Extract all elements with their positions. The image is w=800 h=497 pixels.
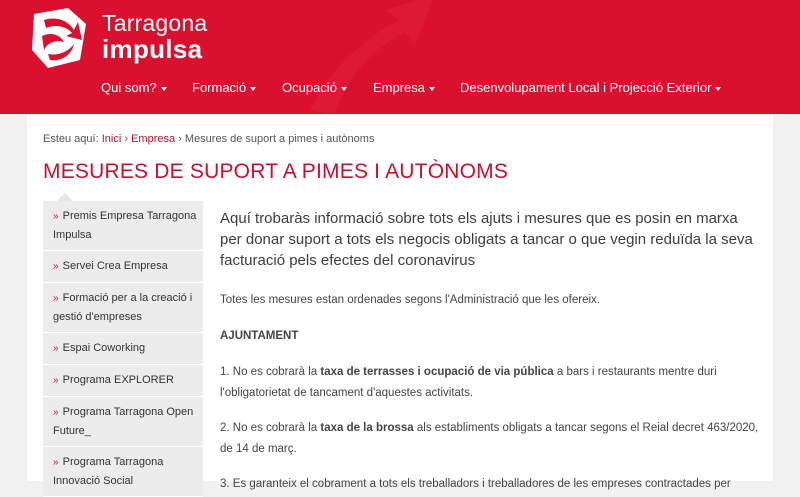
measure-item-2 <box>220 418 760 460</box>
sidebar-item-label: Formació per a la creació i gestió d'empreses <box>53 292 193 323</box>
measure-text: a bars i restaurants mentre duri l'obligatorietat de tancament d'aquestes activitats. <box>220 366 717 399</box>
nav-item-qui-som[interactable] <box>101 80 167 95</box>
nav-item-label: Ocupació <box>282 80 337 95</box>
measure-text: 1. No es cobrarà la <box>220 366 321 378</box>
double-arrow-icon: » <box>53 457 59 468</box>
content-panel <box>27 114 773 490</box>
tarragona-impulsa-logo-icon[interactable] <box>28 6 90 70</box>
double-arrow-icon: » <box>53 211 59 222</box>
breadcrumb-prefix: Esteu aquí: <box>43 133 99 145</box>
brand-name[interactable] <box>102 12 207 62</box>
breadcrumb-link-inici[interactable]: Inici <box>101 133 122 145</box>
caret-down-icon <box>250 87 256 91</box>
sidebar-item-label: Programa Tarragona Innovació Social <box>53 456 164 487</box>
measure-text: 2. No es cobrarà la <box>220 422 321 434</box>
nav-item-desenvolupament[interactable] <box>460 80 721 95</box>
sidebar-menu <box>43 201 203 497</box>
breadcrumb-separator: › <box>124 133 129 145</box>
brand-line-2: impulsa <box>102 34 203 64</box>
caret-down-icon <box>161 87 167 91</box>
double-arrow-icon: » <box>53 375 59 386</box>
caret-down-icon <box>429 87 435 91</box>
measure-item-1 <box>220 362 760 404</box>
nav-item-label: Empresa <box>373 80 426 95</box>
measure-item-3 <box>220 474 760 495</box>
sidebar-item-explorer[interactable] <box>43 365 203 397</box>
double-arrow-icon: » <box>53 293 59 304</box>
breadcrumb-link-empresa[interactable]: Empresa <box>131 133 176 145</box>
sidebar-item-label: Espai Coworking <box>62 342 146 354</box>
sidebar-item-formacio[interactable] <box>43 283 203 333</box>
sidebar-pointer-icon <box>57 193 73 201</box>
page-title: MESURES DE SUPORT A PIMES I AUTÒNOMS <box>43 160 509 183</box>
measure-text: als establiments obligats a tancar segons el Reial decret 463/2020, de 14 de març. <box>220 422 759 455</box>
section-heading: AJUNTAMENT <box>220 330 299 342</box>
site-header <box>0 0 800 114</box>
main-article <box>220 208 760 495</box>
sidebar-item-label: Programa Tarragona Open Future_ <box>53 406 194 437</box>
double-arrow-icon: » <box>53 407 59 418</box>
nav-item-label: Formació <box>192 80 247 95</box>
lead-paragraph: Aquí trobaràs informació sobre tots els ajuts i mesures que es posin en marxa per donar suport a tots els negocis obligats a tancar o que vegin reduïda la seva facturació pels efectes del coronavirus <box>220 210 753 269</box>
caret-down-icon <box>715 87 721 91</box>
breadcrumb-separator: › <box>178 133 182 145</box>
sidebar-item-coworking[interactable] <box>43 333 203 365</box>
measure-highlight: taxa de terrasses i ocupació de via pública <box>320 366 554 378</box>
sidebar-item-premis[interactable] <box>43 201 203 251</box>
nav-item-formacio[interactable] <box>192 80 256 95</box>
nav-item-ocupacio[interactable] <box>282 80 347 95</box>
intro-paragraph: Totes les mesures estan ordenades segons l'Administració que les ofereix. <box>220 294 600 306</box>
sidebar-item-label: Programa EXPLORER <box>62 374 174 386</box>
measure-text: 3. Es garanteix el cobrament a tots els treballadors i treballadores de les empreses contractades per <box>220 478 731 490</box>
main-nav <box>0 80 800 100</box>
double-arrow-icon: » <box>53 343 59 354</box>
sidebar-item-label: Premis Empresa Tarragona Impulsa <box>53 210 197 241</box>
caret-down-icon <box>341 87 347 91</box>
sidebar-item-crea-empresa[interactable] <box>43 251 203 283</box>
nav-item-empresa[interactable] <box>373 80 435 95</box>
breadcrumb <box>43 133 374 145</box>
sidebar-item-label: Servei Crea Empresa <box>62 260 168 272</box>
sidebar-item-open-future[interactable] <box>43 397 203 447</box>
double-arrow-icon: » <box>53 261 59 272</box>
measure-highlight: taxa de la brossa <box>320 422 414 434</box>
nav-item-label: Desenvolupament Local i Projecció Exterior <box>460 80 712 95</box>
sidebar-item-innovacio-social[interactable] <box>43 447 203 497</box>
breadcrumb-current: Mesures de suport a pimes i autònoms <box>184 133 375 145</box>
brand-line-1: Tarragona <box>102 10 208 36</box>
nav-item-label: Qui som? <box>101 80 157 95</box>
